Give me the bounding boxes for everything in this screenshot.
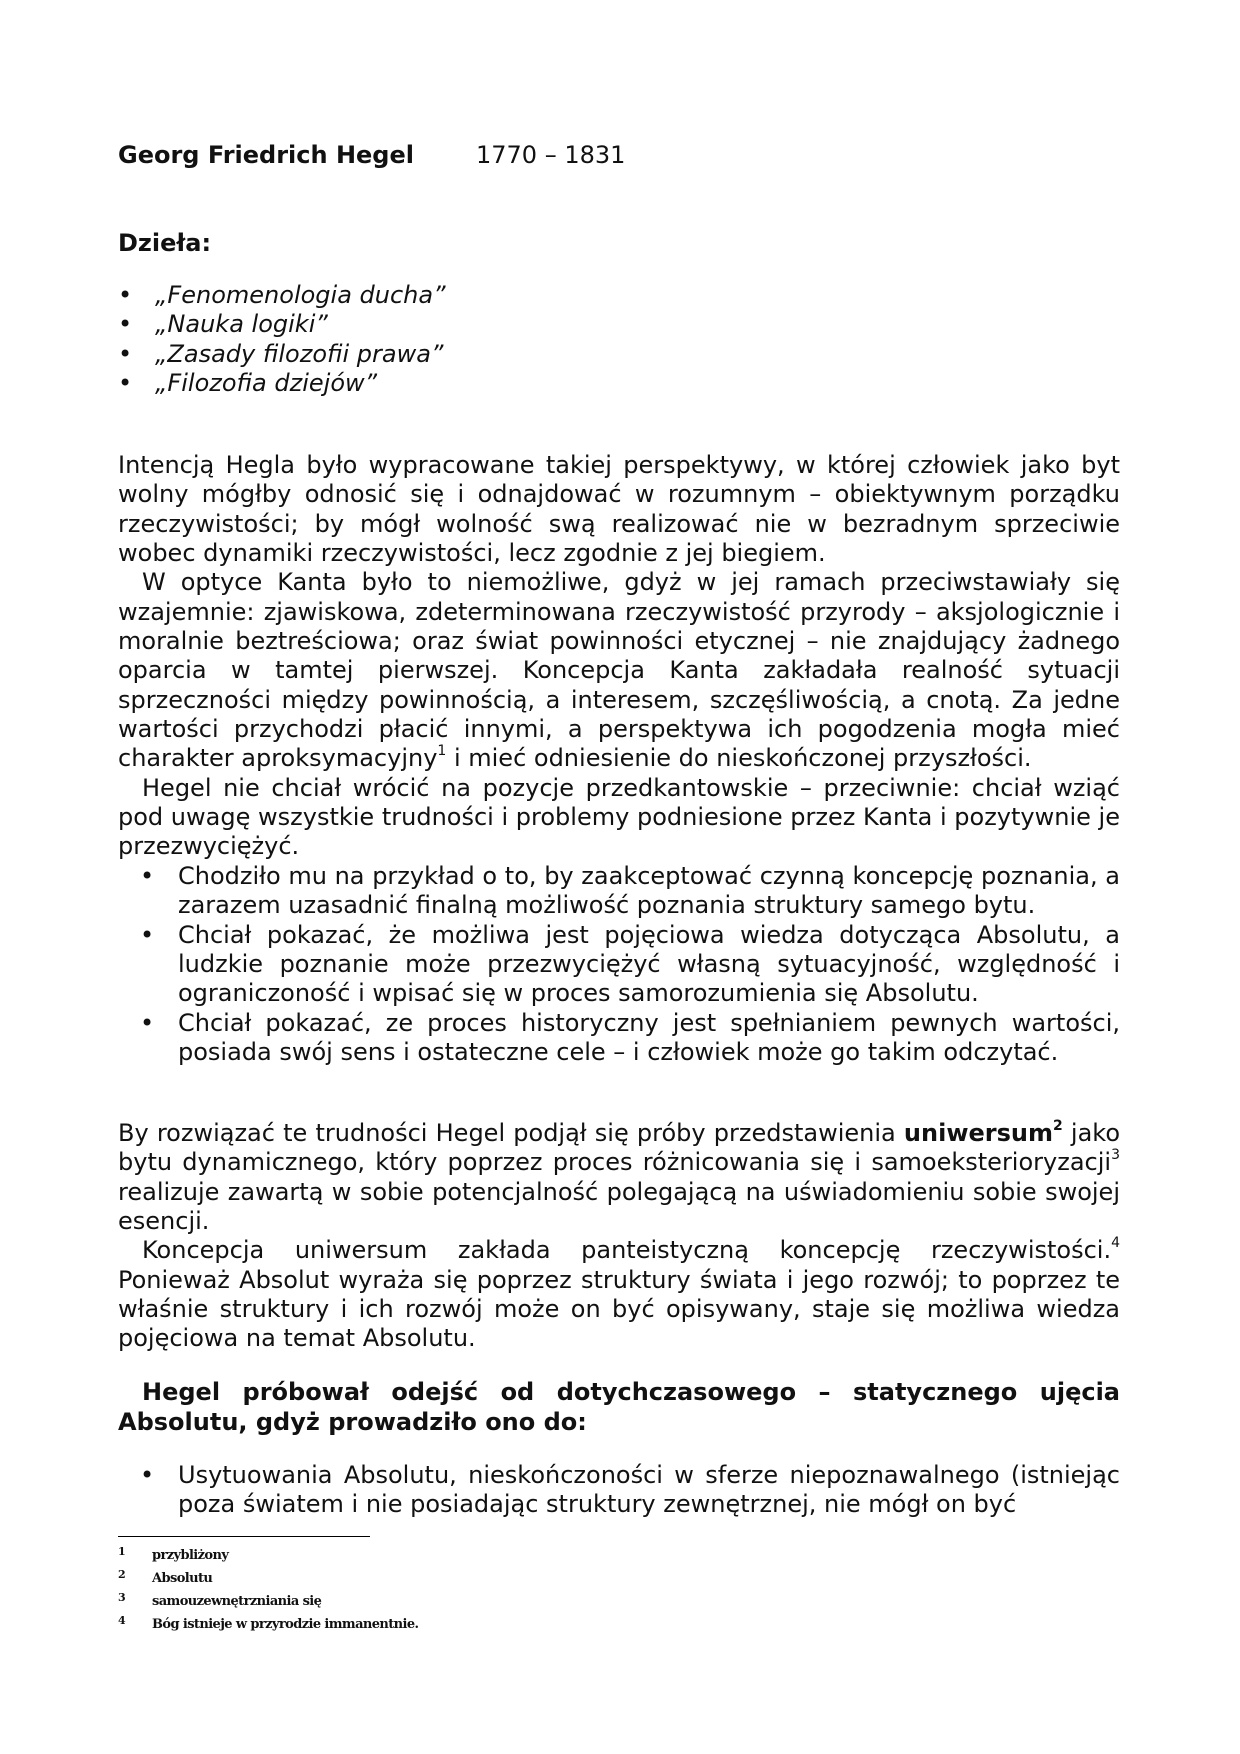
footnote [118,1544,418,1567]
paragraph-text: W optyce Kanta było to niemożliwe, gdyż w jej ramach przeciwstawiały się wzajemnie: zjawiskowa, zdeterminowana rzeczywistość przyrody – aksjologicznie i moralnie beztreściowa; oraz świat powinności etycznej – nie znajdujący żadnego oparcia w tamtej pierwszej. Koncepcja Kanta zakładała realność sytuacji sprzeczności między powinnością, a interesem, szczęśliwością, a cnotą. Za jedne wartości przychodzi płacić innymi, a perspektywa ich pogodzenia mogła mieć charakter aproksymacyjny [118,568,1120,773]
work-title: „Filozofia dziejów” [155,368,378,397]
footnote-separator [118,1536,370,1537]
document-title [118,140,625,170]
body-section-1 [118,451,1120,1067]
list-item [118,862,1120,921]
paragraph-text: Koncepcja uniwersum zakłada panteistyczną koncepcję rzeczywistości. [142,1236,1112,1265]
work-title: „Zasady filozofii prawa” [155,339,444,368]
paragraph-text: i mieć odniesienie do nieskończonej przyszłości. [446,744,1032,773]
list-item [118,310,446,339]
paragraph-text: realizuje zawartą w sobie potencjalność polegającą na uświadomieniu sobie swojej esencji. [118,1177,1120,1236]
footnote-number: 4 [118,1614,126,1627]
list-item [118,340,446,369]
paragraph: Intencją Hegla było wypracowane takiej perspektywy, w której człowiek jako byt wolny mógłby odnosić się i odnajdować w rozumnym – obiektywnym porządku rzeczywistości; by mógł wolność swą realizować nie w bezradnym sprzeciwie wobec dynamiki rzeczywistości, lecz zgodnie z jej biegiem. [118,451,1120,568]
footnote-text: Absolutu [152,1571,213,1586]
works-list [118,281,446,398]
footnote-ref[interactable]: 1 [437,743,447,760]
footnotes [118,1544,418,1636]
author-name: Georg Friedrich Hegel [118,141,414,169]
body-section-3 [118,1461,1120,1520]
bullet-text: Chodziło mu na przykład o to, by zaakceptować czynną koncepcję poznania, a zarazem uzasadnić finalną możliwość poznania struktury samego bytu. [178,861,1120,920]
footnote-ref[interactable]: 4 [1111,1235,1120,1252]
footnote-text: przybliżony [152,1548,229,1563]
bullet-icon: • [118,281,133,309]
list-item [118,921,1120,1009]
paragraph: Hegel nie chciał wrócić na pozycje przedkantowskie – przeciwnie: chciał wziąć pod uwagę wszystkie trudności i problemy podniesione przez Kanta i pozytywnie je przezwyciężyć. [118,773,1120,861]
bullet-icon: • [118,339,133,368]
footnote [118,1590,418,1613]
list-item [118,1461,1120,1520]
bullet-text: Chciał pokazać, ze proces historyczny jest spełnianiem pewnych wartości, posiada swój sens i ostateczne cele – i człowiek może go takim odczytać. [178,1008,1120,1066]
list-item [118,369,446,398]
bullet-icon: • [140,1461,155,1489]
footnote-ref[interactable]: 3 [1111,1147,1120,1164]
footnote-number: 3 [118,1591,126,1604]
body-section-2 [118,1119,1120,1354]
section-subheading [118,1377,1120,1437]
footnote [118,1567,418,1590]
paragraph-text: By rozwiązać te trudności Hegel podjął się próby przedstawienia [118,1119,904,1147]
work-title: „Nauka logiki” [155,310,328,339]
document-page [118,0,1120,1754]
footnote-text: Bóg istnieje w przyrodzie immanentnie. [152,1617,419,1632]
bullet-icon: • [140,920,155,949]
works-heading: Dzieła: [118,229,212,257]
list-item [118,1009,1120,1068]
footnote-ref[interactable]: 2 [1052,1118,1063,1134]
bullet-icon: • [140,861,155,890]
subheading-text: Hegel próbował odejść od dotychczasowego – statycznego ujęcia Absolutu, gdyż prowadziło ono do: [118,1378,1120,1436]
paragraph [118,1119,1120,1236]
bullet-icon: • [118,310,133,339]
paragraph-text: Ponieważ Absolut wyraża się poprzez struktury świata i jego rozwój; to poprzez te właśnie struktury i ich rozwój może on być opisywany, staje się możliwa wiedza pojęciowa na temat Absolutu. [118,1265,1120,1353]
footnote-text: samouzewnętrzniania się [152,1594,322,1609]
work-title: „Fenomenologia ducha” [155,281,446,309]
bullet-icon: • [140,1008,155,1037]
paragraph [118,568,1120,773]
footnote [118,1613,418,1636]
bold-term: uniwersum [903,1119,1053,1147]
paragraph [118,1236,1120,1353]
bullet-icon: • [118,368,133,397]
life-dates: 1770 – 1831 [476,141,626,169]
list-item [118,281,446,310]
bullet-text: Chciał pokazać, że możliwa jest pojęciowa wiedza dotycząca Absolutu, a ludzkie poznanie może przezwyciężyć własną sytuacyjność, względność i ograniczoność i wpisać się w proces samorozumienia się Absolutu. [178,920,1120,1008]
paragraph-text: jako bytu dynamicznego, który poprzez proces różnicowania się i samoeksterioryzacji [118,1119,1121,1177]
footnote-number: 1 [118,1545,126,1558]
bullet-text: Usytuowania Absolutu, nieskończoności w sferze niepoznawalnego (istniejąc poza światem i nie posiadając struktury zewnętrznej, nie mógł on być [178,1461,1120,1519]
footnote-number: 2 [118,1568,126,1581]
